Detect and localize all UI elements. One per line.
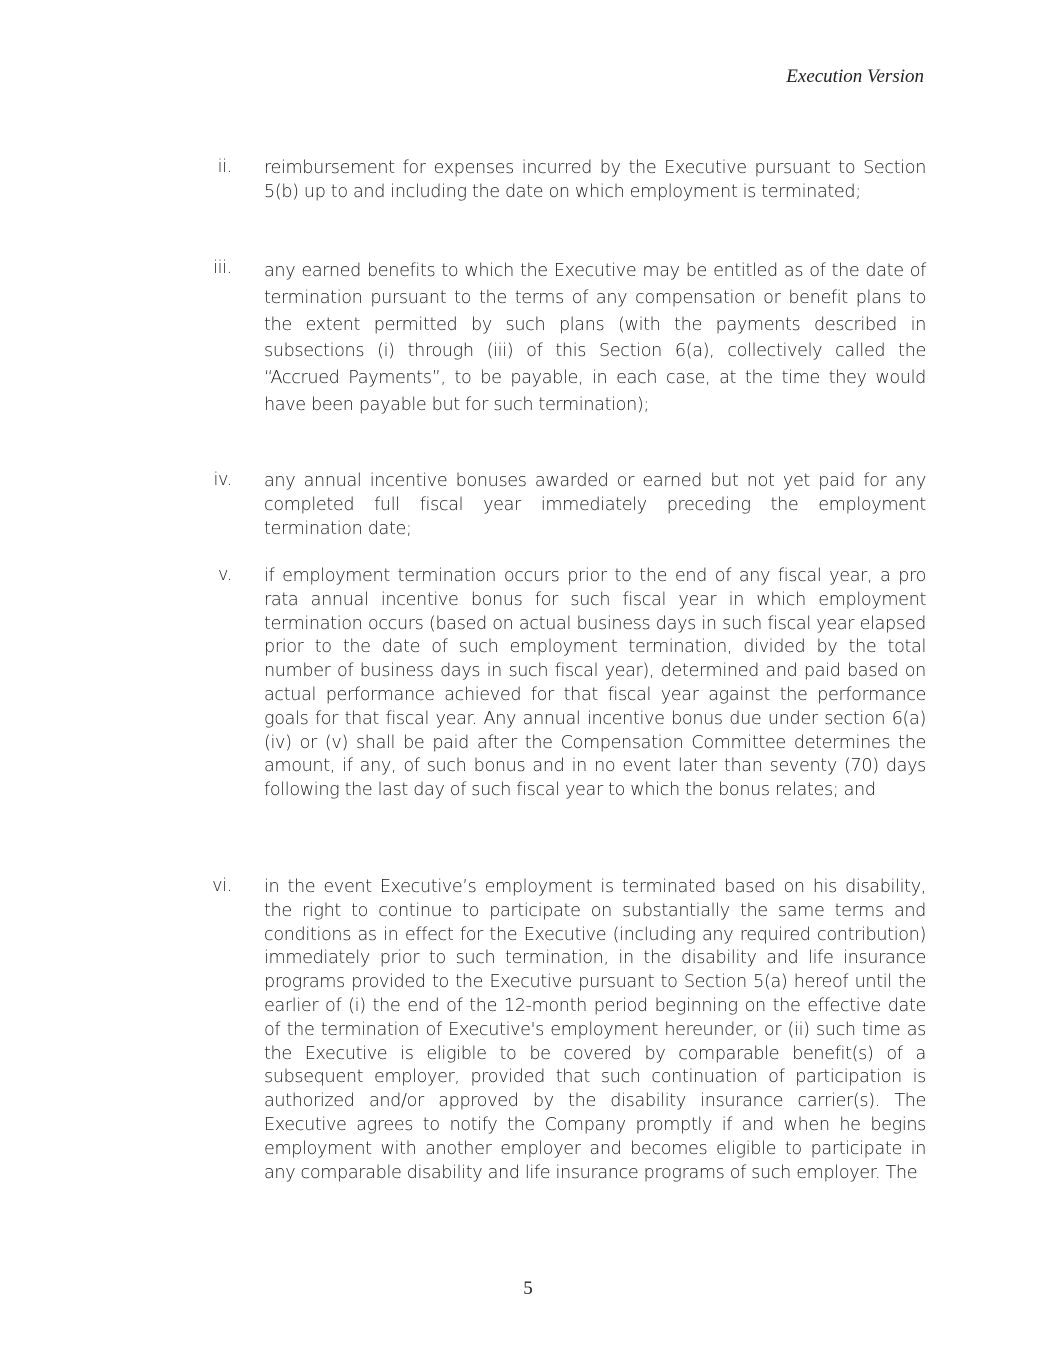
execution-version-label: Execution Version <box>786 66 924 87</box>
item-text: in the event Executive’s employment is terminated based on his disability, the right to continue to participate on substantially the same terms and conditions as in effect for the Executive (including any required contribution) immediately prior to such termination, in the disability and life insurance programs provided to the Executive pursuant to Section 5(a) hereof until the earlier of (i) the end of the 12-month period beginning on the effective date of the termination of Executive's employment hereunder, or (ii) such time as the Executive is eligible to be covered by comparable benefit(s) of a subsequent employer, provided that such continuation of participation is authorized and/or approved by the disability insurance carrier(s). The Executive agrees to notify the Company promptly if and when he begins employment with another employer and becomes eligible to participate in any comparable disability and life insurance programs of such employer. The <box>264 877 926 1183</box>
list-item-v <box>206 565 926 803</box>
list-item-vi <box>206 876 926 1185</box>
item-number: ii. <box>217 157 232 177</box>
item-text: reimbursement for expenses incurred by the Executive pursuant to Section 5(b) up to and including the date on which employment is terminated; <box>264 158 926 202</box>
list-item-iv <box>206 470 926 541</box>
item-number: vi. <box>212 876 232 896</box>
item-number: iii. <box>213 258 232 278</box>
item-number: iv. <box>213 470 232 490</box>
item-text: if employment termination occurs prior to the end of any fiscal year, a pro rata annual incentive bonus for such fiscal year in which employment termination occurs (based on actual business days in such fiscal year elapsed prior to the date of such employment termination, divided by the total number of business days in such fiscal year), determined and paid based on actual performance achieved for that fiscal year against the performance goals for that fiscal year. Any annual incentive bonus due under section 6(a)(iv) or (v) shall be paid after the Compensation Committee determines the amount, if any, of such bonus and in no event later than seventy (70) days following the last day of such fiscal year to which the bonus relates; and <box>264 566 926 801</box>
item-number: v. <box>218 565 232 585</box>
item-text: any annual incentive bonuses awarded or earned but not yet paid for any completed full fiscal year immediately preceding the employment termination date; <box>264 471 926 539</box>
item-text: any earned benefits to which the Executive may be entitled as of the date of termination pursuant to the terms of any compensation or benefit plans to the extent permitted by such plans (with the payments described in subsections (i) through (iii) of this Section 6(a), collectively called the “Accrued Payments”, to be payable, in each case, at the time they would have been payable but for such termination); <box>264 261 926 415</box>
page-number: 5 <box>523 1278 533 1299</box>
list-item-ii <box>206 157 926 205</box>
list-item-iii <box>206 258 926 419</box>
